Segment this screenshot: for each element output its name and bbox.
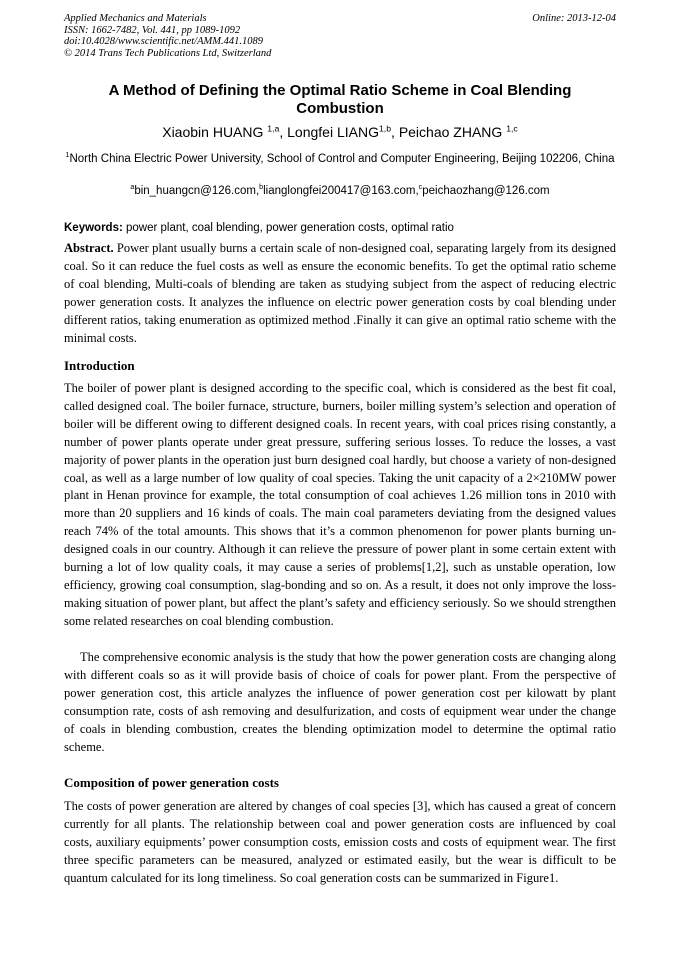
keywords [64, 221, 616, 236]
doi-line: doi:10.4028/www.scientific.net/AMM.441.1089 [64, 36, 263, 47]
author-name: Peichao ZHANG [398, 124, 503, 140]
issn-line: ISSN: 1662-7482, Vol. 441, pp 1089-1092 [64, 24, 241, 36]
keywords-text: power plant, coal blending, power generation costs, optimal ratio [122, 222, 454, 234]
paragraph: The costs of power generation are altered by changes of coal species [3], which has caused a great of concern currently for all plants. The relationship between coal and power generation costs are influenced by coal costs, auxiliary equipments’ power consumption costs, emission costs and costs of equipment wear. The first three specific parameters can be measured, analyzed or estimated easily, but the wear is difficult to be quantum calculated for its long timeliness. So coal generation costs can be summarized in Figure1. [64, 799, 616, 885]
journal-header [64, 13, 616, 59]
abstract-label: Abstract. [64, 241, 114, 255]
email-address: bin_huangcn@126.com, [134, 185, 260, 197]
section-heading-composition: Composition of power generation costs [64, 775, 279, 790]
author-list: Xiaobin HUANG $^{1,a}$, Longfei LIANG$^{1,b}$, Peichao ZHANG $^{1,c}$ [162, 123, 518, 140]
author-affiliation-mark: 1,a [267, 123, 280, 134]
author-name: Longfei LIANG [287, 124, 379, 140]
affiliation-mark: 1 [65, 151, 70, 160]
online-date: Online: 2013-12-04 [532, 13, 616, 24]
section-heading-introduction: Introduction [64, 358, 135, 373]
author-name: Xiaobin HUANG [162, 124, 264, 140]
abstract [64, 240, 616, 347]
author-emails [64, 184, 616, 199]
affiliation-text: North China Electric Power University, School of Control and Computer Engineering, Beijing 102206, China [69, 153, 615, 165]
email-mark: a [130, 183, 135, 192]
email-address: peichaozhang@126.com [422, 185, 550, 197]
affiliation [64, 152, 616, 167]
email-mark: b [259, 183, 264, 192]
email-address: lianglongfei200417@163.com, [263, 185, 419, 197]
paragraph: The comprehensive economic analysis is the study that how the power generation costs are changing along with different coals so as it will provide basis of choice of coals for power plant. From the perspective of power generation cost, this article analyzes the influence of power generation cost per kilowatt by plant consumption rate, costs of ash removing and desulfurization, and costs of equipment wear under the change of coals in blending combustion, creates the blending optimization model to determine the optimal ratio scheme. [64, 650, 616, 754]
copyright-line: © 2014 Trans Tech Publications Ltd, Switzerland [64, 47, 272, 59]
journal-name: Applied Mechanics and Materials [64, 13, 207, 24]
author-affiliation-mark: 1,b [378, 123, 392, 134]
author-affiliation-mark: 1,c [506, 123, 518, 134]
keywords-label: Keywords: [64, 222, 123, 234]
paragraph: The boiler of power plant is designed according to the specific coal, which is considered as the best fit coal, called designed coal. The boiler furnace, structure, burners, boiler milling system’s selection and operation of boiler will be different owing to different designed coals. In recent years, with coal prices rising constantly, a number of power plants operate under great pressure, suffering serious losses. To reduce the losses, a vast majority of power plants in the operation just burn designed coal hardly, but choose a variety of non-designed coal, as well as a large number of low quality of coal species. Taking the unit capacity of a 2×210MW power plant in Henan province for example, the total consumption of coal achieves 1.26 million tons in 2010 with more than 20 suppliers and 16 kinds of coals. The main coal parameters deviating from the designed values reach 74% of the total amounts. This shows that it’s a common phenomenon for power plants burning un-designed coals in our country. Although it can relieve the pressure of power plant in some certain extent with burning a lot of low quality coals, it may cause a series of problems[1,2], such as unstable operation, low efficiency, growing coal consumption, slag-bonding and so on. As a result, it does not only improve the loss-making situation of power plant, but affect the plant’s safety and efficiency seriously. So we should strengthen some related researches on coal blending combustion. [64, 381, 616, 628]
abstract-text: Power plant usually burns a certain scale of non-designed coal, separating largely from its designed coal. So it can reduce the fuel costs as well as ensure the economic benefits. To get the optimal ratio scheme of coal blending, Multi-coals of blending are taken as studying subject from the aspect of reducing electric power generation costs. It analyzes the influence on electric power generation costs by coal blending under different ratios, taking enumeration as optimized method .Finally it can give an optimal ratio scheme with the minimal costs. [64, 241, 616, 345]
paper-title: A Method of Defining the Optimal Ratio Scheme in Coal Blending Combustion [108, 82, 572, 117]
email-mark: c [418, 183, 423, 192]
